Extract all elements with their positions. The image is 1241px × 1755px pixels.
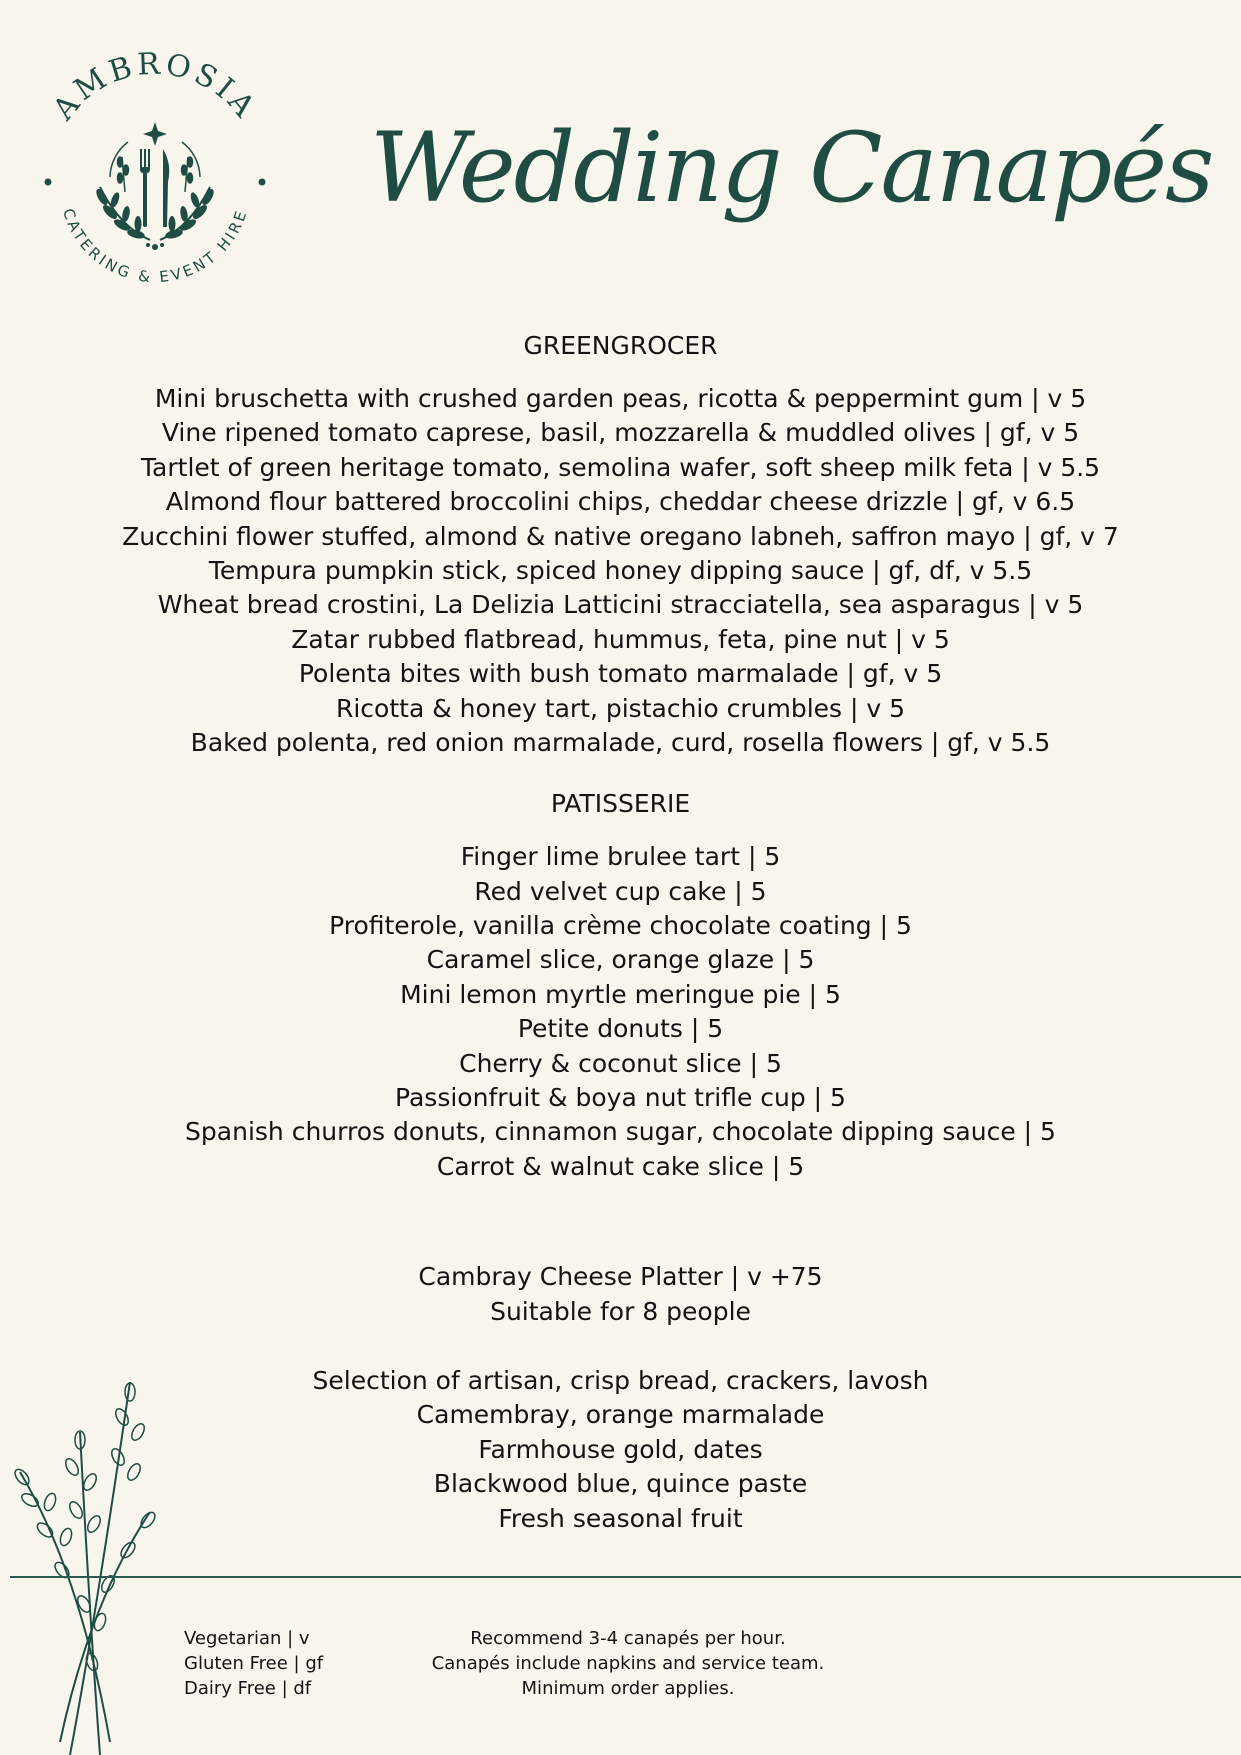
menu-item: Cherry & coconut slice | 5	[459, 1048, 782, 1078]
menu-item: Polenta bites with bush tomato marmalade | gf, v 5	[298, 659, 943, 689]
greengrocer-list	[0, 382, 1241, 760]
menu-item: Tempura pumpkin stick, spiced honey dipping sauce | gf, df, v 5.5	[208, 555, 1033, 585]
page-title: Wedding Canapés	[370, 112, 1213, 224]
patisserie-heading: PATISSERIE	[550, 789, 691, 819]
patisserie-list	[0, 840, 1241, 1184]
menu-item: Zatar rubbed flatbread, hummus, feta, pine nut | v 5	[291, 624, 950, 654]
menu-item: Red velvet cup cake | 5	[474, 876, 767, 906]
legend-item: Dairy Free | df	[184, 1678, 312, 1699]
svg-text:AMBROSIA	[46, 52, 264, 128]
platter-item: Farmhouse gold, dates	[478, 1434, 763, 1464]
platter-item: Camembray, orange marmalade	[416, 1400, 825, 1430]
menu-item: Carrot & walnut cake slice | 5	[436, 1151, 805, 1181]
logo-tagline: CATERING & EVENT HIRE	[58, 206, 252, 287]
menu-item: Almond flour battered broccolini chips, cheddar cheese drizzle | gf, v 6.5	[165, 487, 1076, 517]
menu-item: Profiterole, vanilla crème chocolate coating | 5	[329, 911, 912, 941]
menu-item: Wheat bread crostini, La Delizia Latticini stracciatella, sea asparagus | v 5	[157, 590, 1084, 620]
dietary-legend	[184, 1626, 323, 1701]
menu-item: Mini bruschetta with crushed garden peas, ricotta & peppermint gum | v 5	[154, 384, 1087, 413]
menu-item: Finger lime brulee tart | 5	[460, 842, 781, 872]
cheese-platter-serves: Suitable for 8 people	[490, 1296, 751, 1326]
menu-item: Mini lemon myrtle meringue pie | 5	[400, 979, 841, 1009]
cheese-platter-title: Cambray Cheese Platter | v +75	[418, 1262, 823, 1292]
menu-item: Passionfruit & boya nut trifle cup | 5	[395, 1083, 846, 1113]
footer-divider	[10, 1576, 1241, 1578]
herb-sprig-illustration	[0, 1372, 160, 1755]
menu-item: Caramel slice, orange glaze | 5	[426, 945, 815, 975]
legend-item: Vegetarian | v	[184, 1628, 310, 1649]
platter-item: Blackwood blue, quince paste	[433, 1469, 808, 1499]
menu-item: Vine ripened tomato caprese, basil, mozzarella & muddled olives | gf, v 5	[161, 418, 1080, 448]
platter-item: Selection of artisan, crisp bread, crackers, lavosh	[312, 1365, 929, 1395]
note-line: Recommend 3-4 canapés per hour.	[470, 1628, 786, 1649]
menu-item: Tartlet of green heritage tomato, semolina wafer, soft sheep milk feta | v 5.5	[140, 452, 1101, 482]
logo-brand: AMBROSIA	[46, 52, 264, 127]
order-notes	[388, 1626, 868, 1701]
menu-content	[0, 324, 1241, 1536]
menu-item: Petite donuts | 5	[517, 1014, 724, 1044]
ambrosia-logo	[30, 52, 280, 302]
menu-item: Baked polenta, red onion marmalade, curd, rosella flowers | gf, v 5.5	[190, 727, 1051, 757]
platter-item: Fresh seasonal fruit	[498, 1503, 743, 1533]
legend-item: Gluten Free | gf	[184, 1653, 324, 1674]
note-line: Canapés include napkins and service team.	[431, 1653, 825, 1674]
greengrocer-heading: GREENGROCER	[523, 331, 718, 360]
cheese-platter-list	[0, 1364, 1241, 1536]
note-line: Minimum order applies.	[521, 1678, 735, 1699]
menu-item: Spanish churros donuts, cinnamon sugar, chocolate dipping sauce | 5	[185, 1117, 1056, 1147]
menu-item: Ricotta & honey tart, pistachio crumbles | v 5	[335, 693, 906, 723]
menu-item: Zucchini flower stuffed, almond & native oregano labneh, saffron mayo | gf, v 7	[122, 521, 1119, 551]
